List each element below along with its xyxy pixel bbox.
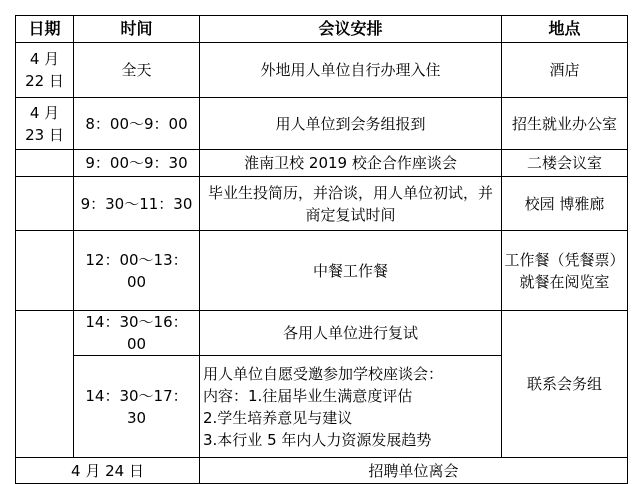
table-row	[16, 98, 628, 150]
date-cell	[16, 150, 74, 177]
table-row	[16, 311, 628, 356]
time-cell: 8：00～9：00	[74, 98, 200, 150]
table-row	[16, 458, 628, 484]
time-cell: 12：00～13：00	[74, 231, 200, 311]
header-time: 时间	[74, 16, 200, 43]
agenda-cell: 中餐工作餐	[200, 231, 502, 311]
agenda-cell: 外地用人单位自行办理入住	[200, 43, 502, 98]
place-line: 工作餐（凭餐票）	[504, 250, 625, 269]
date-cell: 4 月 24 日	[16, 458, 200, 484]
date-cell	[16, 311, 74, 458]
header-place: 地点	[502, 16, 628, 43]
date-cell	[16, 177, 74, 231]
table-row	[16, 43, 628, 98]
agenda-cell: 淮南卫校 2019 校企合作座谈会	[200, 150, 502, 177]
place-cell: 联系会务组	[502, 311, 628, 458]
header-row	[16, 16, 628, 43]
table-row	[16, 231, 628, 311]
agenda-cell: 各用人单位进行复试	[200, 311, 502, 356]
date-cell: 4 月 23 日	[16, 98, 74, 150]
agenda-line: 3.本行业 5 年内人力资源发展趋势	[203, 430, 432, 449]
agenda-cell: 毕业生投简历，并洽谈，用人单位初试，并商定复试时间	[200, 177, 502, 231]
time-cell: 9：00～9：30	[74, 150, 200, 177]
place-line: 就餐在阅览室	[519, 272, 610, 291]
agenda-line: 内容：1.往届毕业生满意度评估	[203, 386, 413, 405]
header-date: 日期	[16, 16, 74, 43]
agenda-line: 2.学生培养意见与建议	[203, 408, 353, 427]
time-cell: 9：30～11：30	[74, 177, 200, 231]
schedule-table	[15, 15, 628, 484]
agenda-cell: 用人单位到会务组报到	[200, 98, 502, 150]
place-cell: 二楼会议室	[502, 150, 628, 177]
date-cell: 4 月 22 日	[16, 43, 74, 98]
place-cell: 招生就业办公室	[502, 98, 628, 150]
agenda-cell	[200, 356, 502, 458]
table-row	[16, 150, 628, 177]
agenda-line: 用人单位自愿受邀参加学校座谈会：	[203, 364, 444, 383]
time-cell: 14：30～16：00	[74, 311, 200, 356]
time-cell: 14：30～17：30	[74, 356, 200, 458]
header-agenda: 会议安排	[200, 16, 502, 43]
place-cell: 酒店	[502, 43, 628, 98]
place-cell	[502, 231, 628, 311]
agenda-cell: 招聘单位离会	[200, 458, 628, 484]
place-cell: 校园 博雅廊	[502, 177, 628, 231]
time-cell: 全天	[74, 43, 200, 98]
date-cell	[16, 231, 74, 311]
table-row	[16, 177, 628, 231]
